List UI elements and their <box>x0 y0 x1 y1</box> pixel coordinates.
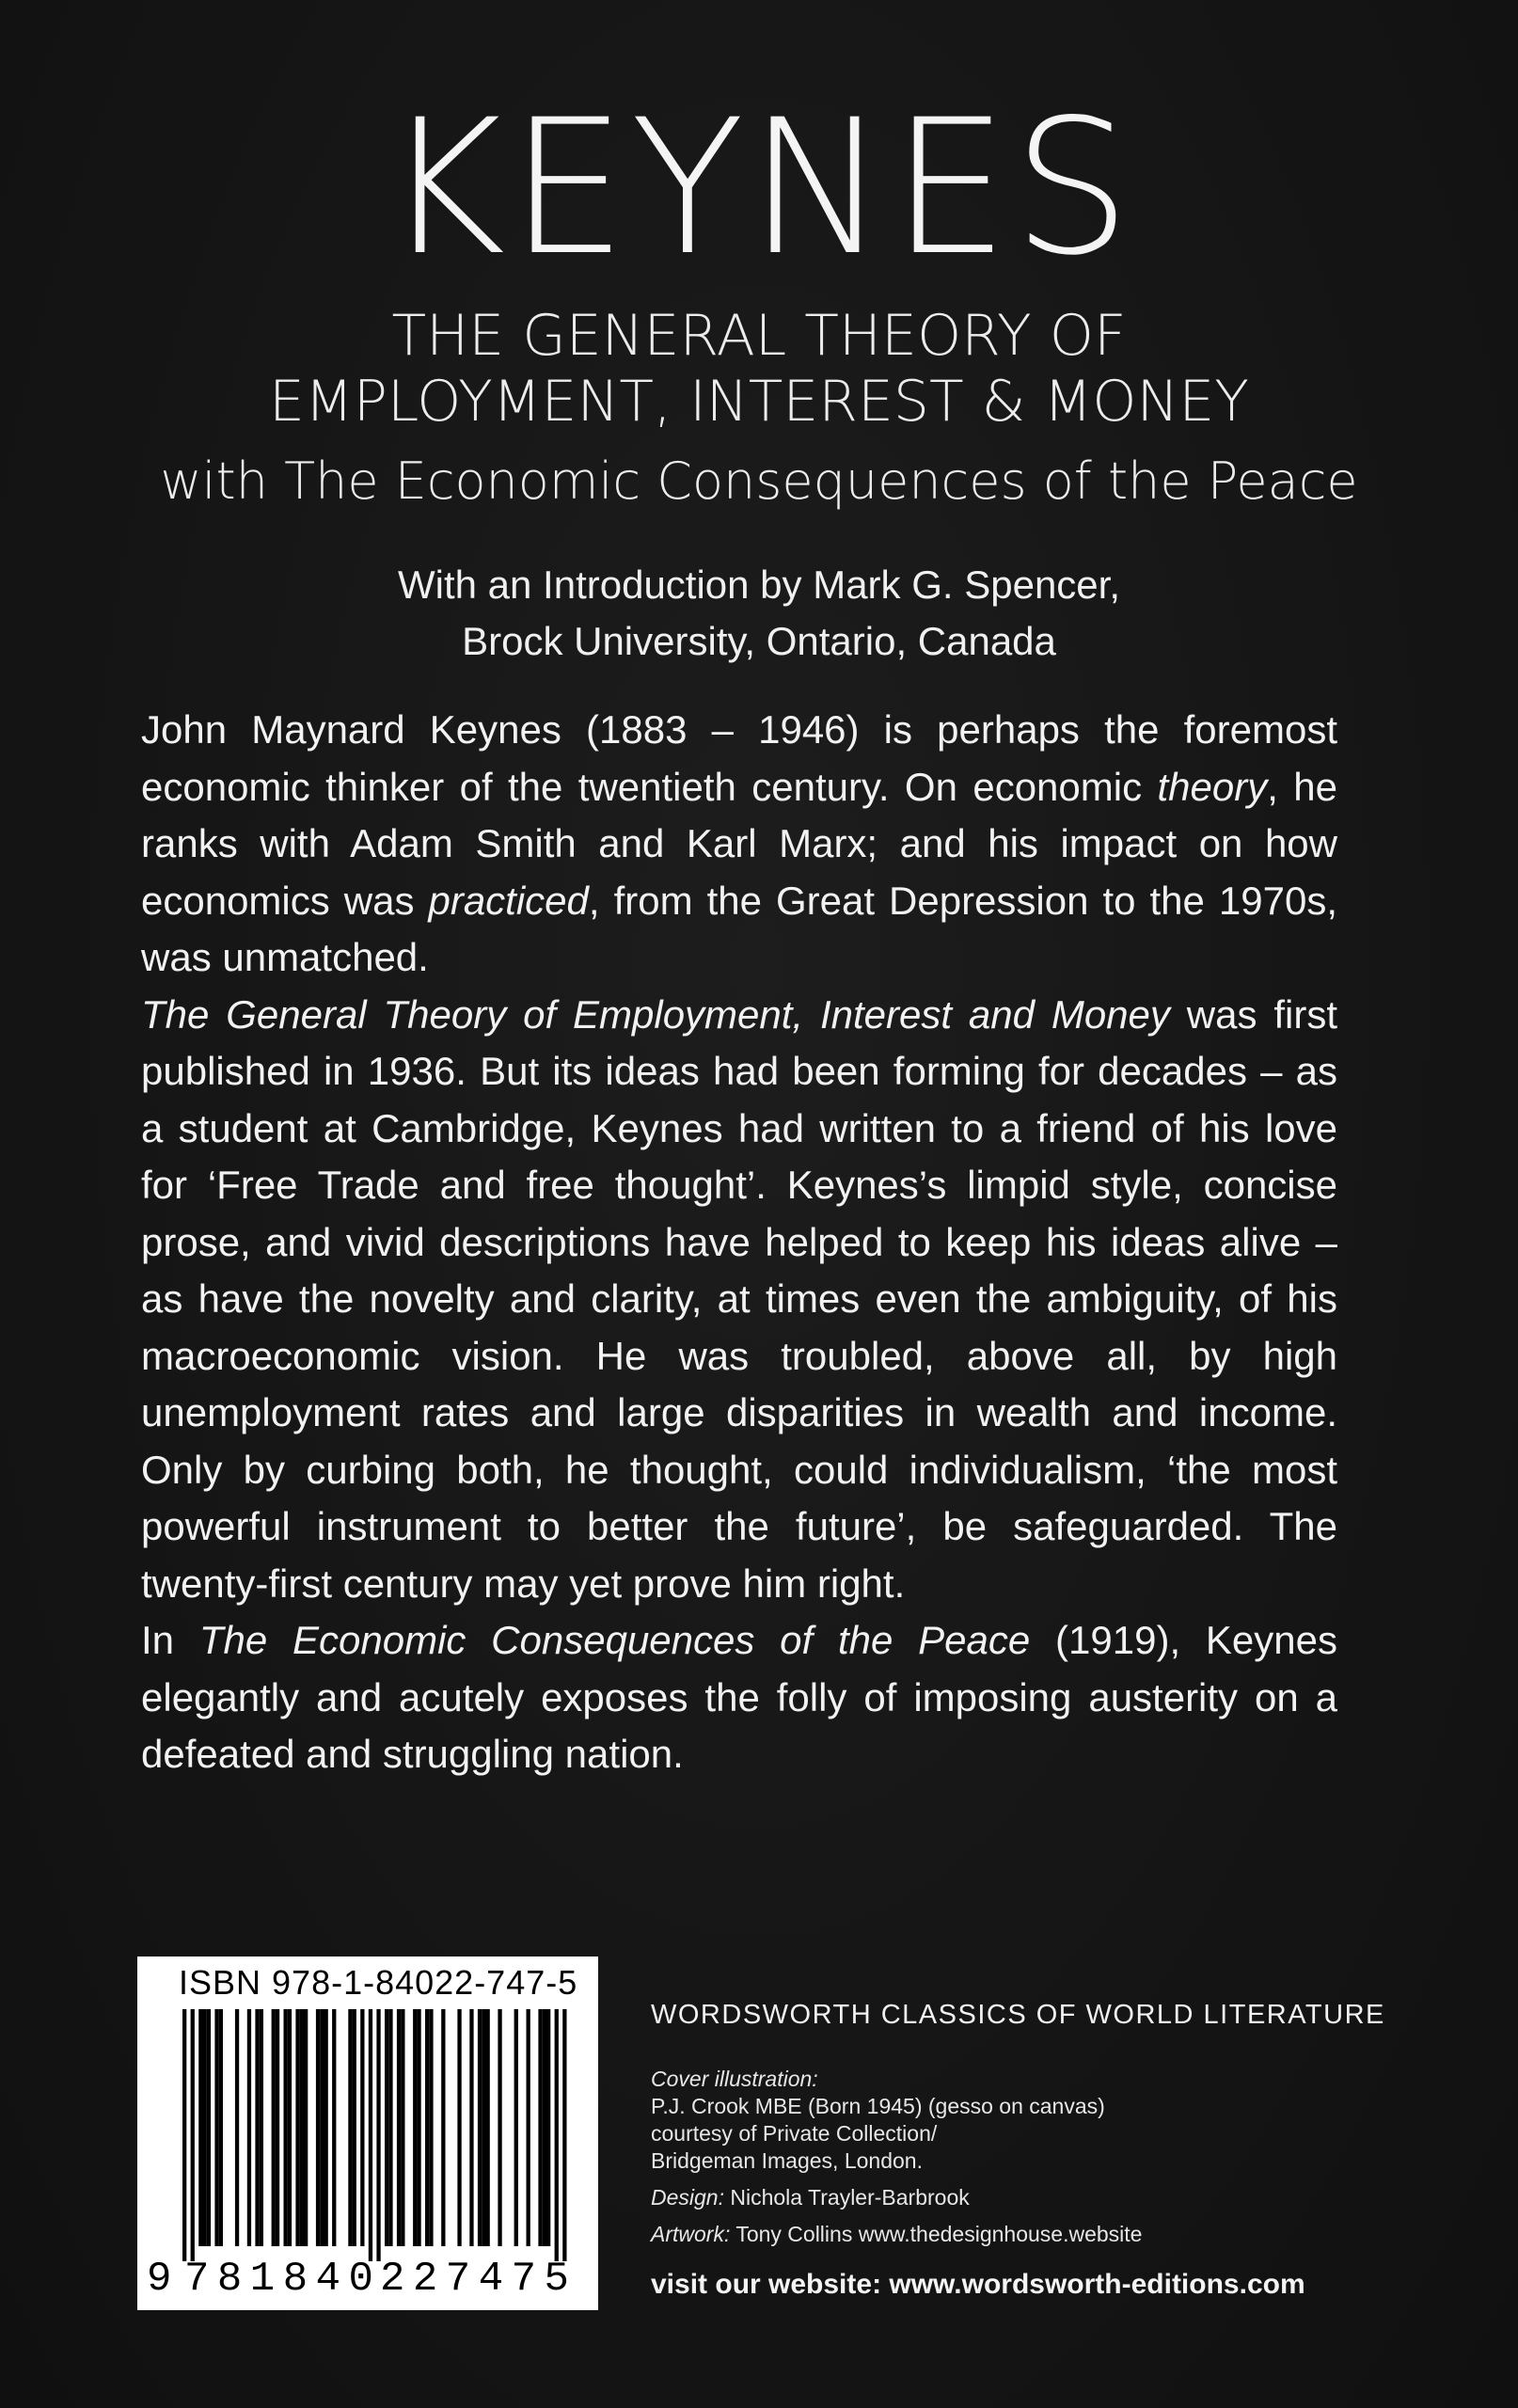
blurb-paragraph-2: The General Theory of Employment, Interest and Money was first published in 1936. But its ideas had been forming for decades – as a student at Cambridge, Keynes had written to a friend of his love for ‘Free Trade and free thought’. Keynes’s limpid style, concise prose, and vivid descriptions have helped to keep his ideas alive – as have the novelty and clarity, at times even the ambiguity, of his macroeconomic vision. He was troubled, above all, by high unemployment rates and large disparities in wealth and income. Only by curbing both, he thought, could individualism, ‘the most powerful instrument to better the future’, be safeguarded. The twenty-first century may yet prove him right. <box>141 991 1338 1606</box>
barcode-bar <box>320 2009 324 2246</box>
book-subtitle-line3: with The Economic Consequences of the Peace <box>160 452 1358 511</box>
barcode-bars <box>147 2009 589 2263</box>
barcode-bar <box>182 2009 186 2261</box>
isbn-barcode <box>137 1956 598 2310</box>
barcode-bar <box>332 2009 336 2246</box>
barcode-bar <box>555 2009 559 2261</box>
design-credit: Design: Nichola Trayler-Barbrook <box>651 2185 970 2210</box>
isbn-number: ISBN 978-1-84022-747-5 <box>179 1963 578 2002</box>
barcode-bar <box>417 2009 420 2246</box>
barcode-bar <box>413 2009 417 2246</box>
barcode-bar <box>546 2009 550 2246</box>
barcode-bar <box>203 2009 207 2246</box>
barcode-bar <box>295 2009 299 2246</box>
barcode-bar <box>562 2009 566 2261</box>
barcode-bar <box>469 2009 473 2246</box>
barcode-bar <box>191 2009 195 2261</box>
barcode-bar <box>369 2009 372 2261</box>
barcode-bar <box>397 2009 401 2246</box>
barcode-bar <box>300 2009 304 2246</box>
barcode-bar <box>514 2009 518 2246</box>
barcode-bar <box>376 2009 380 2261</box>
barcode-bar <box>478 2009 482 2246</box>
cover-illustration-label: Cover illustration: <box>651 2067 818 2091</box>
barcode-bar <box>527 2009 530 2246</box>
barcode-bar <box>235 2009 239 2246</box>
barcode-bar <box>425 2009 429 2246</box>
barcode-bar <box>276 2009 279 2246</box>
barcode-bar <box>348 2009 352 2246</box>
barcode-bar <box>272 2009 276 2246</box>
barcode-bar <box>429 2009 433 2246</box>
ean-left-digits: 781840 <box>184 2256 382 2303</box>
cover-illustration-line2: courtesy of Private Collection/ <box>651 2121 938 2146</box>
barcode-bar <box>385 2009 388 2246</box>
barcode-bar <box>207 2009 211 2246</box>
barcode-bar <box>324 2009 328 2246</box>
barcode-bar <box>482 2009 485 2246</box>
barcode-bar <box>457 2009 461 2246</box>
barcode-bar <box>214 2009 218 2246</box>
barcode-bar <box>441 2009 445 2246</box>
cover-illustration-line3: Bridgeman Images, London. <box>651 2148 923 2173</box>
book-subtitle-line2: EMPLOYMENT, INTEREST & MONEY <box>269 369 1249 435</box>
barcode-bar <box>260 2009 263 2246</box>
barcode-bar <box>388 2009 392 2246</box>
ean-first-digit: 9 <box>147 2256 172 2303</box>
barcode-bar <box>538 2009 542 2246</box>
blurb-paragraph-3: In The Economic Consequences of the Peace (1919), Keynes elegantly and acutely exposes the folly of imposing austerity on a defeated and struggling nation. <box>141 1618 1337 1776</box>
cover-illustration-line1: P.J. Crook MBE (Born 1945) (gesso on canvas) <box>651 2094 1105 2118</box>
introduction-credit-line2: Brock University, Ontario, Canada <box>462 619 1056 663</box>
blurb <box>141 702 1337 1783</box>
author-title: KEYNES <box>383 79 1135 296</box>
barcode-bar <box>316 2009 320 2246</box>
barcode-bar <box>247 2009 251 2246</box>
ean-right-digits: 227475 <box>380 2256 577 2303</box>
barcode-bar <box>353 2009 356 2246</box>
barcode-bar <box>401 2009 404 2246</box>
blurb-paragraph-1: John Maynard Keynes (1883 – 1946) is perhaps the foremost economic thinker of the twentieth century. On economic theory, he ranks with Adam Smith and Karl Marx; and his impact on how economics was practiced, from the Great Depression to the 1970s, was unmatched. <box>141 707 1338 979</box>
series-name: WORDSWORTH CLASSICS OF WORLD LITERATURE <box>651 2000 1385 2030</box>
introduction-credit-line1: With an Introduction by Mark G. Spencer, <box>397 562 1121 607</box>
publisher-website: visit our website: www.wordsworth-editions.com <box>651 2269 1305 2300</box>
barcode-bar <box>304 2009 308 2246</box>
book-subtitle-line1: THE GENERAL THEORY OF <box>391 303 1127 369</box>
barcode-bar <box>360 2009 364 2246</box>
barcode-bar <box>543 2009 546 2246</box>
barcode-bar <box>288 2009 292 2246</box>
barcode-bar <box>486 2009 490 2246</box>
barcode-bar <box>498 2009 501 2246</box>
barcode-bar <box>284 2009 288 2246</box>
credits <box>651 2066 1403 2248</box>
artwork-credit: Artwork: Tony Collins www.thedesignhouse.website <box>651 2222 1143 2246</box>
barcode-bar <box>198 2009 202 2246</box>
barcode-bar <box>255 2009 259 2246</box>
barcode-bar <box>219 2009 223 2246</box>
